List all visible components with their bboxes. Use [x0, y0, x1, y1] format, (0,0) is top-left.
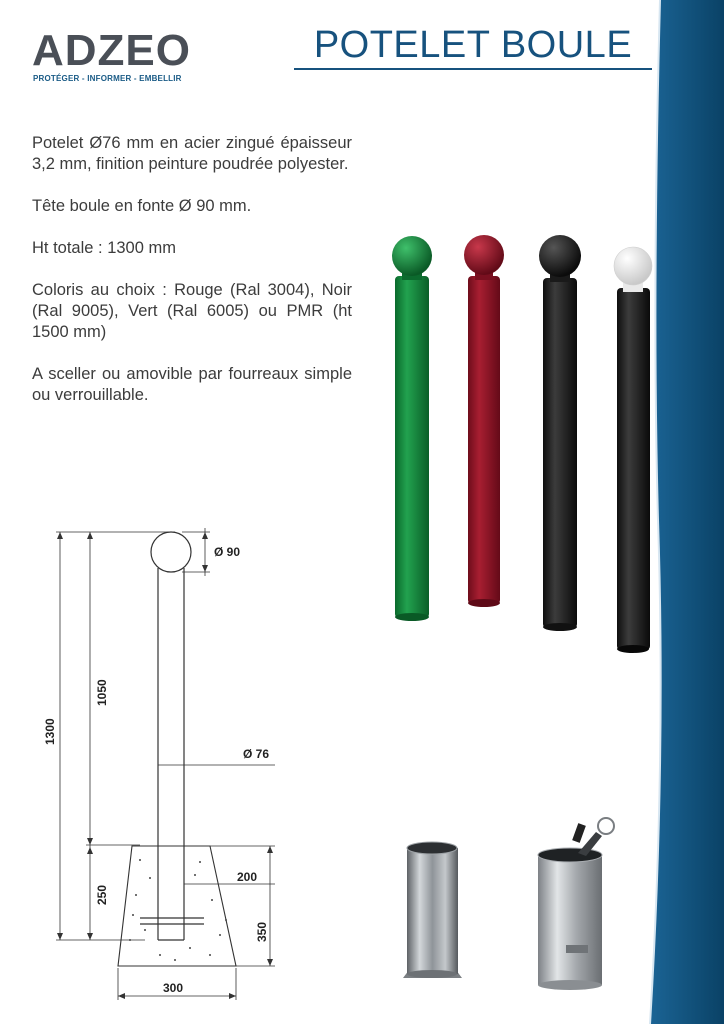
brand-logo — [32, 26, 192, 88]
sleeves-photo — [395, 815, 625, 1000]
embed-depth-label: 250 — [95, 884, 109, 905]
red-bollard — [464, 235, 504, 607]
block-width-label: 300 — [163, 981, 184, 995]
page-title: POTELET BOULE — [313, 24, 633, 66]
logo-tagline: PROTÉGER - INFORMER - EMBELLIR — [33, 74, 182, 83]
pole-diameter-label: Ø 76 — [243, 747, 270, 761]
socket-depth-label: 200 — [237, 870, 258, 884]
pmr-bollard — [614, 247, 652, 653]
block-height-label: 350 — [255, 921, 269, 942]
desc-colors: Coloris au choix : Rouge (Ral 3004), Noir (Ral 9005), Vert (Ral 6005) ou PMR (ht 1500 mm) — [32, 281, 352, 341]
pole-height-label: 1050 — [95, 679, 109, 706]
product-description — [32, 133, 352, 427]
technical-drawing — [43, 520, 350, 1010]
title-underline — [294, 68, 652, 70]
ball-diameter-label: Ø 90 — [214, 545, 241, 559]
concrete-texture — [129, 859, 227, 961]
desc-head: Tête boule en fonte Ø 90 mm. — [32, 197, 252, 215]
total-height-label: 1300 — [43, 718, 57, 745]
desc-height: Ht totale : 1300 mm — [32, 239, 176, 257]
desc-mounting: A sceller ou amovible par fourreaux simple ou verrouillable. — [32, 365, 352, 404]
black-bollard — [539, 235, 581, 631]
desc-material: Potelet Ø76 mm en acier zingué épaisseur 3,2 mm, finition peinture poudrée polyester. — [32, 134, 352, 173]
simple-sleeve — [403, 842, 462, 978]
logo-wordmark: ADZEO — [32, 26, 191, 75]
locking-sleeve — [538, 818, 614, 990]
green-bollard — [392, 236, 432, 621]
bollards-photo — [380, 225, 670, 665]
